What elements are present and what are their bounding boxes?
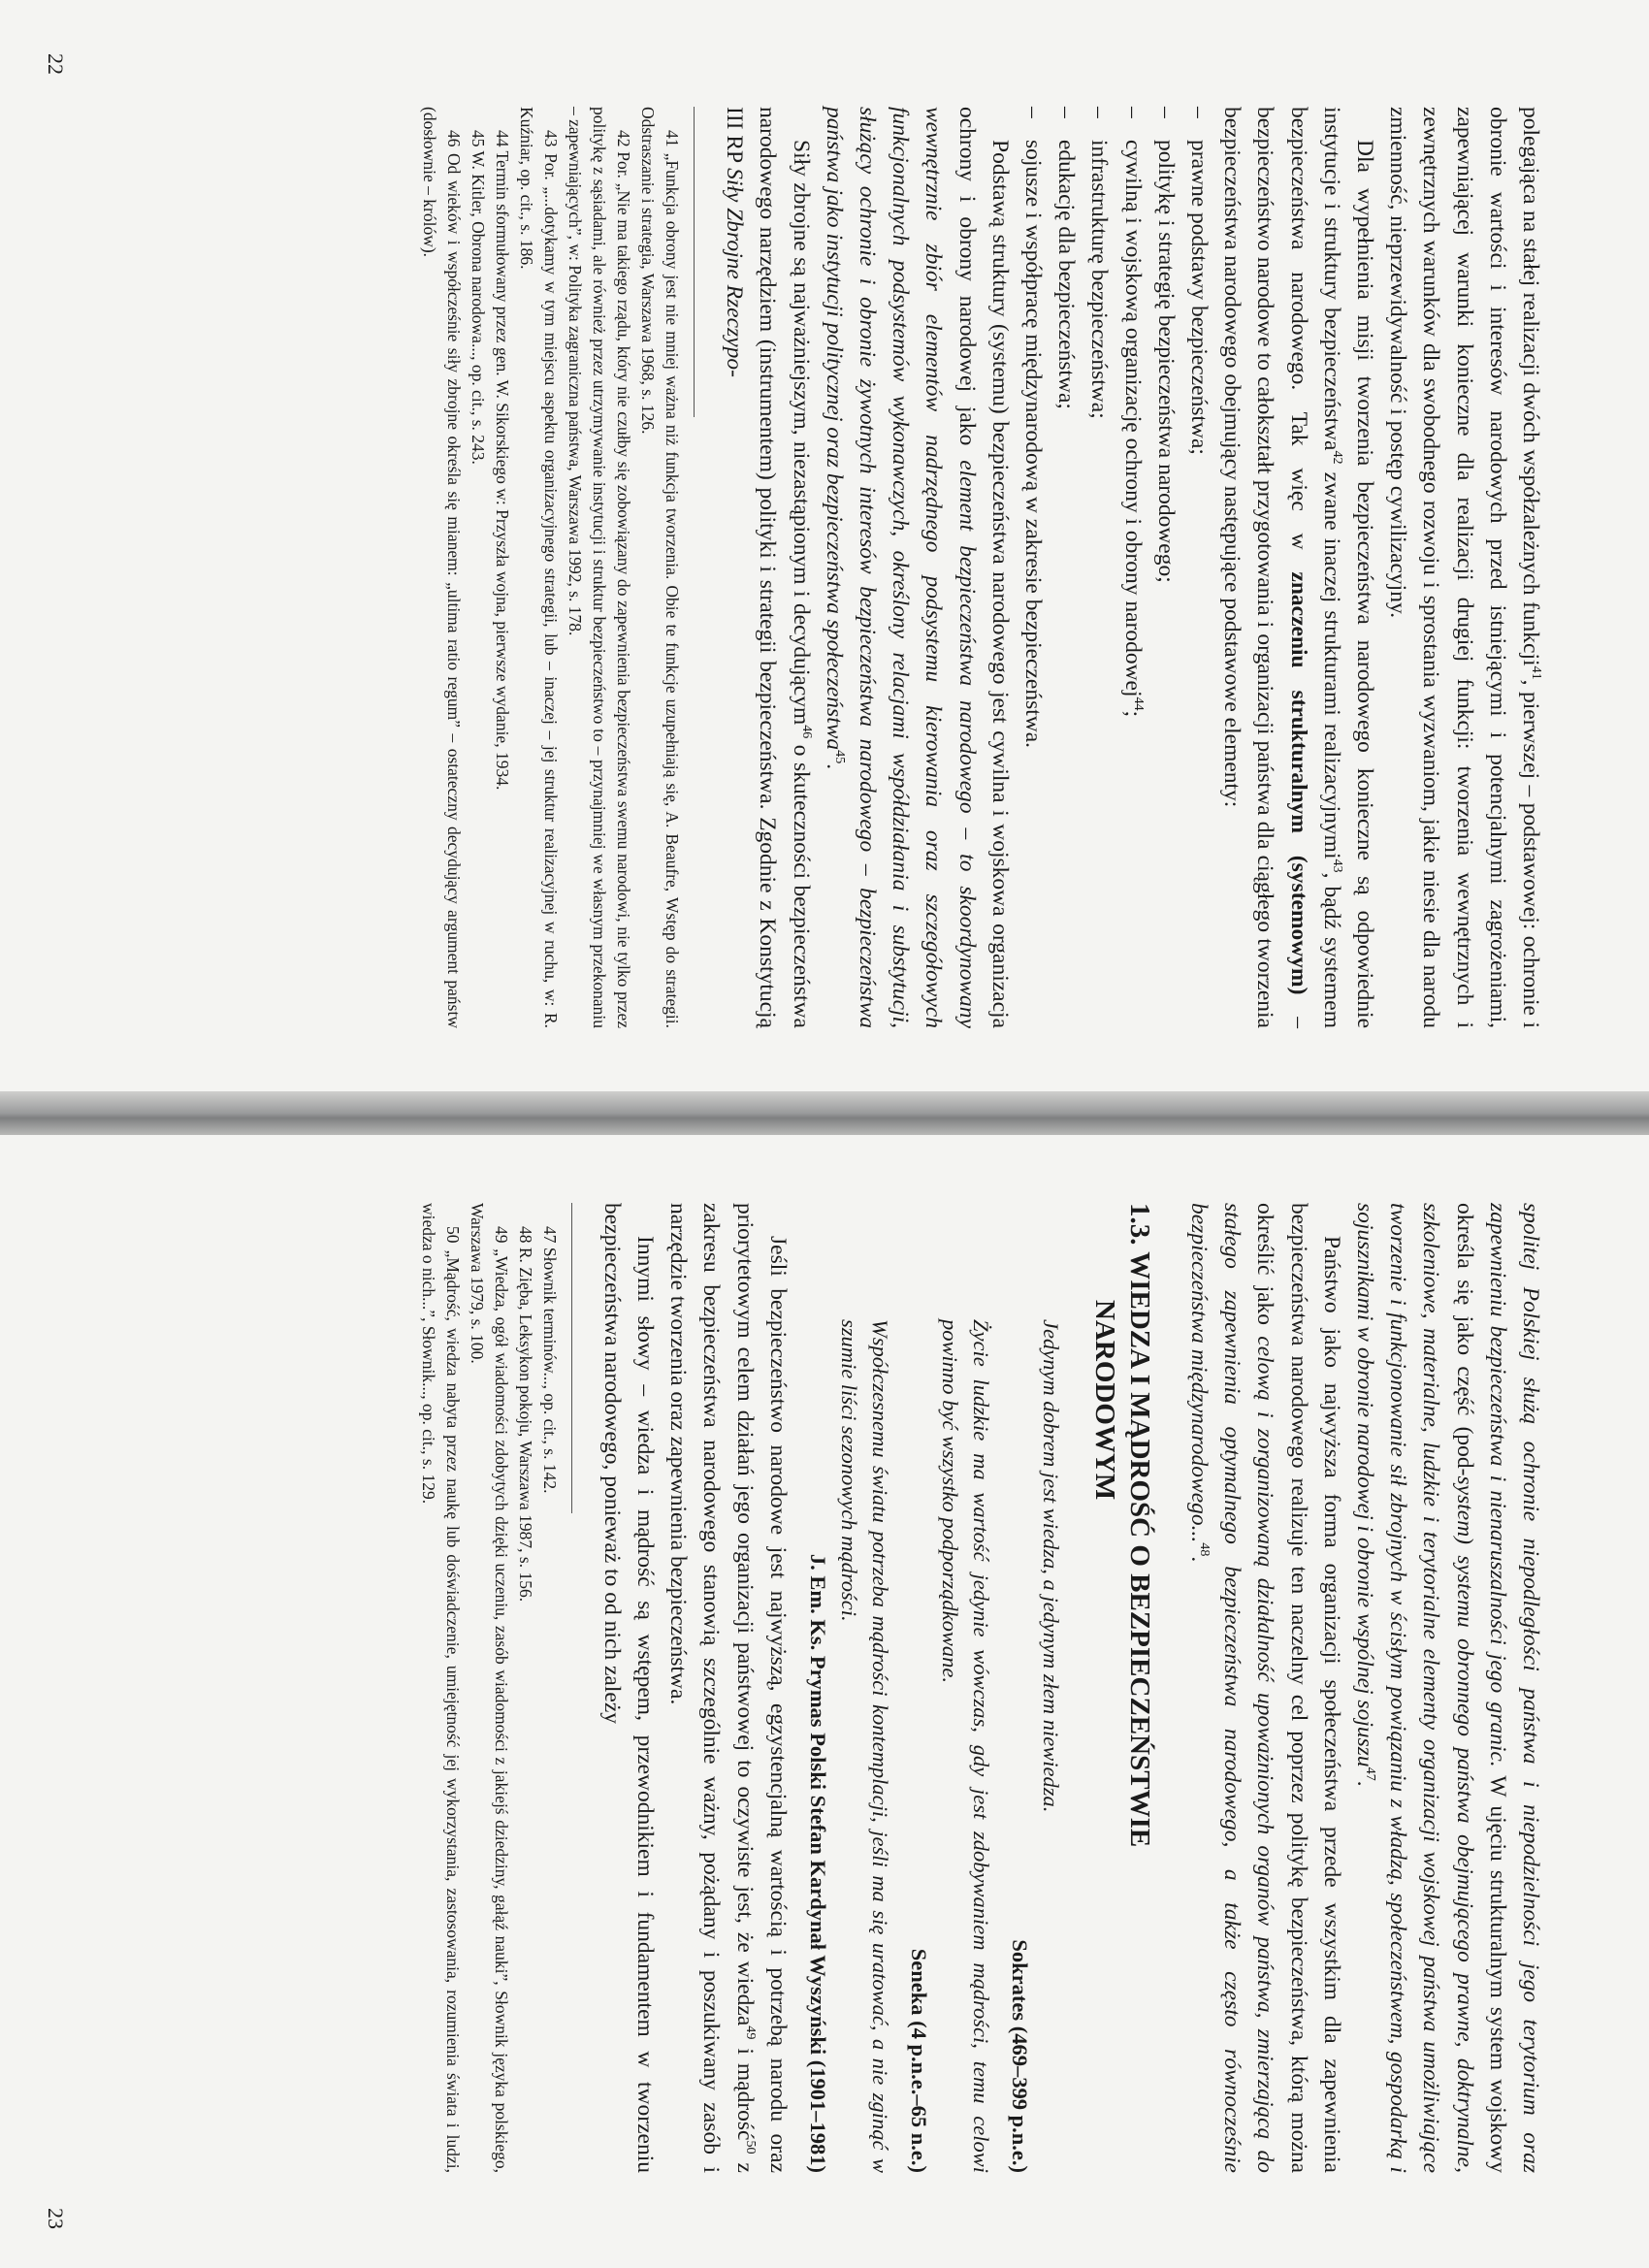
footnote: 48 R. Zięba, Leksykon pokoju, Warszawa 1987, s. 156. — [515, 1226, 535, 1603]
epigraph-author: J. Em. Ks. Prymas Polski Stefan Kardynał Wyszyński (1901–1981) — [805, 1553, 830, 2173]
footnote: 44 Termin sformułowany przez gen. W. Sikorskiego w: Przyszła wojna, pierwsze wydanie, 1934. — [492, 130, 512, 791]
footnote: 50 „Mądrość, wiedza nabyta przez naukę lub doświadczenie, umiejętność jej wykorzystania, zastosowania, rozumienia świata i ludzi, wiedza o nich...”, Słownik..., op. cit., s. 129. — [418, 1203, 463, 2173]
list-item: – politykę i strategię bezpieczeństwa narodowego; — [1152, 107, 1179, 583]
paragraph: Podstawą struktury (systemu) bezpieczeństwa narodowego jest cywilna i wojskowa organizacja ochrony i obrony narodowej jako element bezpieczeństwa narodowego – to skoordynowany wewnętrznie zbiór elementów nadrzędnego podsystemu kierowania oraz szczegółowych funkcjonalnych podsystemów wykonawczych, określony relacjami współdziałania i substytucji, służący ochronie i obronie żywotnych interesów bezpieczeństwa narodowego – bezpieczeństwa państwa jako instytucji politycznej oraz bezpieczeństwa społeczeństwa$^{45}$. — [821, 107, 1013, 1028]
paragraph: Dla wypełnienia misji tworzenia bezpieczeństwa narodowego konieczne są odpowiednie instytucje i struktury bezpieczeństwa$^{42}$ zwane inaczej strukturami realizacyjnymi$^{43}$, bądź systemem bezpieczeństwa narodowego. Tak więc w znaczeniu strukturalnym (systemowym) – bezpieczeństwo narodowe to całokształt przygotowania i organizacji państwa dla ciągłego tworzenia bezpieczeństwa narodowego obejmujący następujące podstawowe elementy: — [1219, 107, 1377, 1028]
right-page-body — [416, 1203, 1547, 2173]
footnote-rule — [571, 1203, 572, 1513]
page-number: 22 — [44, 53, 68, 75]
footnote: 41 „Funkcja obrony jest nie mniej ważna niż funkcja tworzenia. Obie te funkcje uzupełniają się, A. Beaufre, Wstęp do strategii. Odstraszanie i strategia, Warszawa 1968, s. 126. — [637, 107, 682, 1028]
paragraph: Siły zbrojne są najważniejszym, niezastąpionym i decydującym$^{46}$ o skuteczności bezpieczeństwa narodowego narzędziem (instrumentem) polityki i strategii bezpieczeństwa. Zgodnie z Konstytucją III RP Siły Zbrojne Rzeczypo- — [722, 107, 815, 1028]
list-item: – cywilną i wojskową organizację ochrony i obrony narodowej$^{44}$; — [1119, 107, 1147, 718]
elements-list — [1017, 107, 1215, 1028]
epigraph-text: Jedynym dobrem jest wiedza, a jedynym złem niewiedza. — [1038, 1319, 1063, 1813]
footnote: 45 W. Kitler, Obrona narodowa..., op. cit., s. 243. — [468, 130, 488, 465]
footnote-rule — [694, 107, 695, 417]
paragraph: Państwo jako najwyższa forma organizacji społeczeństwa przede wszystkim dla zapewnienia bezpieczeństwa narodowego realizuje ten naczelny cel poprzez politykę bezpieczeństwa, którą można określić jako celową i zorganizowaną działalność upoważnionych organów państwa, zmierzającą do stałego zapewnienia optymalnego bezpieczeństwa narodowego, a także często równocześnie bezpieczeństwa międzynarodowego...$^{48}$. — [1185, 1203, 1344, 2174]
paragraph: Jeśli bezpieczeństwo narodowe jest najwyższą, egzystencjalną wartością i potrzebą narodu oraz priorytetowym celem działań jego organizacji państwowej to oczywiste jest, że wiedza$^{49}$ i mądrość$^{50}$ z zakresu bezpieczeństwa narodowego stanowią szczególnie ważny, pożądany i poszukiwany zasób i narzędzie tworzenia oraz zapewnienia bezpieczeństwa. — [665, 1203, 791, 2173]
list-item: – infrastrukturę bezpieczeństwa; — [1086, 107, 1113, 419]
page-number: 23 — [44, 2208, 68, 2229]
epigraph-author: Seneka (4 p.n.e.–65 n.e.) — [906, 1948, 931, 2173]
section-heading: 1.3. WIEDZA I MĄDROŚĆ O BEZPIECZEŃSTWIE NARODOWYM — [1088, 1203, 1155, 1848]
paragraph: Innymi słowy – wiedza i mądrość są wstępem, przewodnikiem i fundamentem w tworzeniu bezpieczeństwa narodowego, ponieważ to od nich zależy — [598, 1203, 658, 2173]
footnote: 43 Por. „...dotykamy w tym miejscu aspektu organizacyjnego strategii, lub – inaczej – jej struktur realizacyjnej w ruchu, w: R. Kuźniar, op. cit., s. 186. — [516, 107, 561, 1028]
list-item: – sojusze i współpracę międzynarodową w zakresie bezpieczeństwa. — [1019, 107, 1046, 749]
list-item: – prawne podstawy bezpieczeństwa; — [1185, 107, 1212, 455]
book-gutter — [0, 1091, 1649, 1140]
footnote: 49 „Wiedza, ogół wiadomości zdobytych dzięki uczeniu, zasób wiadomości z jakiejś dziedziny, gałąź nauki”, Słownik języka polskiego, Warszawa 1979, s. 100. — [467, 1203, 511, 2173]
epigraph-text: Życie ludzkie ma wartość jedynie wówczas, gdy jest zdobywaniem mądrości, temu celowi powinno być wszystko podporządkowane. — [937, 1319, 993, 2173]
paragraph: polegająca na stałej realizacji dwóch współzależnych funkcji$^{41}$, pierwszej – podstawowej: ochronie i obronie wartości i interesów narodowych przed istniejącymi i potencjalnymi zagrożeniami, zapewniającej warunki konieczne dla realizacji drugiej funkcji: tworzenia wewnętrznych i zewnętrznych warunków dla swobodnego rozwoju i sprostania wyzwaniom, jakie niesie dla narodu zmienność, nieprzewidywalność i postęp cywilizacyjny. — [1385, 107, 1544, 1028]
left-page-body — [417, 107, 1547, 1028]
left-page — [0, 0, 1649, 1096]
footnote: 47 Słownik terminów..., op. cit., s. 142. — [539, 1226, 560, 1494]
footnote: 42 Por. „Nie ma takiego rządu, który nie czułby się zobowiązany do zapewnienia bezpieczeństwa swemu narodowi, nie tylko przez politykę z sąsiadami, ale również przez utrzymywanie instytucji i struktur bezpieczeństwo to – przynajmniej we własnym przekonaniu – zapewniających”, w: Polityka zagraniczna państwa, Warszawa 1992, s. 178. — [565, 107, 633, 1028]
epigraph-text: Współczesnemu światu potrzeba mądrości kontemplacji, jeśli ma się uratować, a nie zginąć w szumie liści sezonowych mądrości. — [836, 1319, 892, 2173]
footnote: 46 Od wieków i współcześnie siły zbrojne określa się mianem: „ultima ratio regum” – ostateczny decydujący argument państw (dosłownie – królów). — [419, 107, 464, 1028]
epigraph-author: Sokrates (469–399 p.n.e.) — [1007, 1939, 1032, 2173]
list-item: – edukację dla bezpieczeństwa; — [1053, 107, 1080, 409]
paragraph: spolitej Polskiej służą ochronie niepodległości państwa i niepodzielności jego terytorium oraz zapewnieniu bezpieczeństwa i nienaruszalności jego granic. W ujęciu strukturalnym system wojskowy określa się jako część (pod-system) systemu obronnego państwa obejmującego prawne, doktrynalne, szkoleniowe, materialne, ludzkie i terytorialne elementy organizacji wojskowej państwa umożliwiające tworzenie i funkcjonowanie sił zbrojnych w ścisłym powiązaniu z władzą, społeczeństwem, gospodarką i sojusznikami w obronie narodowej i obronie wspólnej sojuszu$^{47}$. — [1351, 1203, 1543, 2173]
right-page — [0, 1135, 1649, 2268]
